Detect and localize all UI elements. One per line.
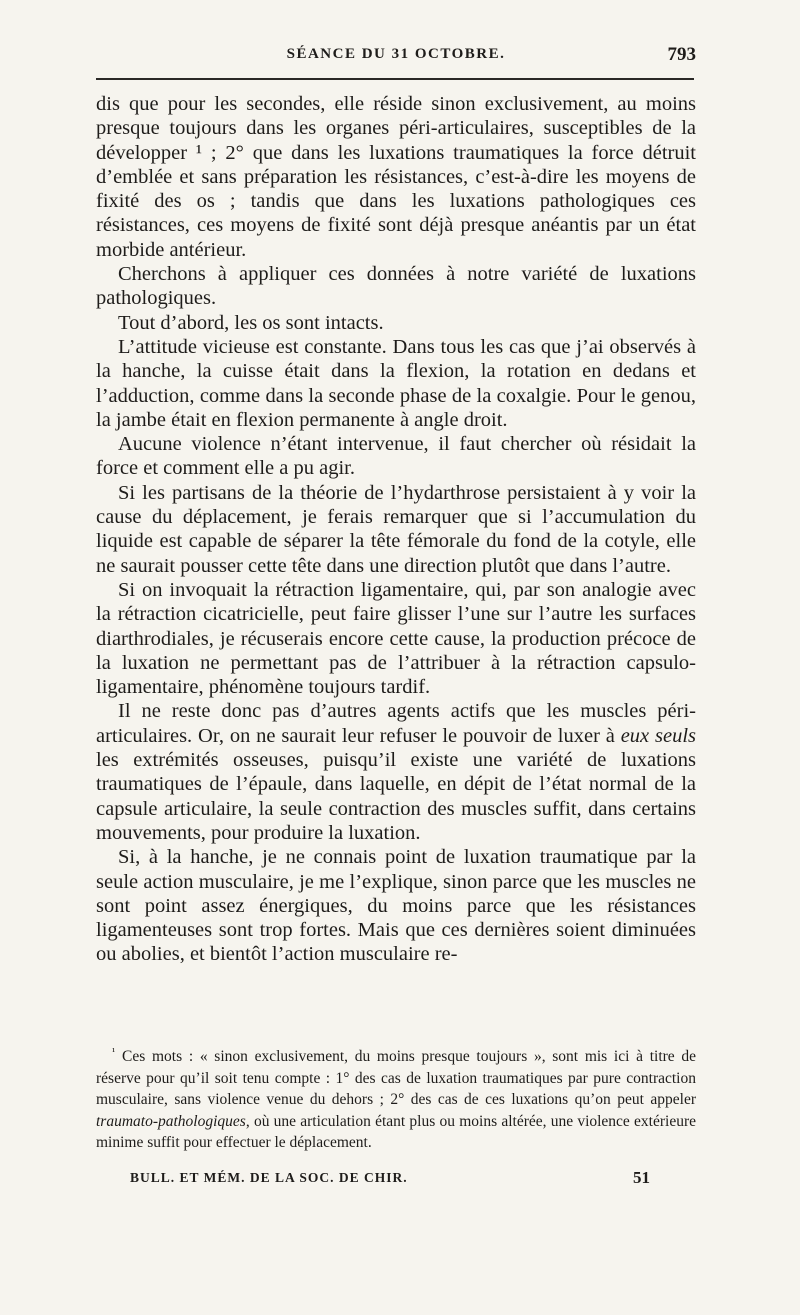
page-number: 793 bbox=[667, 44, 696, 65]
header-rule bbox=[96, 78, 694, 80]
footnote bbox=[96, 1046, 696, 1154]
paragraph-2: Cherchons à appliquer ces données à notre variété de luxations pathologiques. bbox=[96, 263, 696, 310]
signature-number: 51 bbox=[633, 1168, 650, 1187]
paragraph-9: Si, à la hanche, je ne connais point de luxation traumatique par la seule action musculaire, je me l’explique, sinon parce que les muscles ne sont point assez énergiques, du moins parce que les résistances ligamenteuses sont trop fortes. Mais que ces dernières soient diminuées ou abolies, et bientôt l’action musculaire re- bbox=[96, 846, 696, 966]
body-text bbox=[96, 92, 696, 967]
footnote-text: Ces mots : « sinon exclusivement, du moins presque toujours », sont mis ici à titre de réserve pour qu’il soit tenu compte : 1° des cas de luxation traumatiques par pure contraction musculaire, sans violence venue du dehors ; 2° des cas de ces luxations qu’on peut appeler traumato-pathologiques, où une articulation étant plus ou moins altérée, une violence extérieure minime suffit pour effectuer le déplacement. bbox=[96, 1048, 697, 1151]
paragraph-5: Aucune violence n’étant intervenue, il faut chercher où résidait la force et comment elle a pu agir. bbox=[96, 433, 696, 480]
signature-journal: BULL. ET MÉM. DE LA SOC. DE CHIR. bbox=[130, 1170, 408, 1185]
paragraph-7: Si on invoquait la rétraction ligamentaire, qui, par son analogie avec la rétraction cicatricielle, peut faire glisser l’une sur l’autre les surfaces diarthrodiales, je récuserais encore cette cause, la production précoce de la luxation ne permettant pas de l’attribuer à la rétraction capsulo-ligamentaire, phénomène toujours tardif. bbox=[96, 578, 696, 699]
signature-line bbox=[130, 1170, 650, 1192]
paragraph-1: dis que pour les secondes, elle réside sinon exclusivement, au moins presque toujours dans les organes péri-articulaires, susceptibles de la développer ¹ ; 2° que dans les luxations traumatiques la force détruit d’emblée et sans préparation les résistances, c’est-à-dire les moyens de fixité des os ; tandis que dans les luxations pathologiques ces résistances, ces moyens de fixité sont déjà presque anéantis par un état morbide antérieur. bbox=[96, 93, 696, 261]
paragraph-4: L’attitude vicieuse est constante. Dans tous les cas que j’ai observés à la hanche, la cuisse était dans la flexion, la rotation en dedans et l’adduction, comme dans la seconde phase de la coxalgie. Pour le genou, la jambe était en flexion permanente à angle droit. bbox=[96, 335, 696, 431]
running-head bbox=[96, 46, 696, 70]
running-title: SÉANCE DU 31 OCTOBRE. bbox=[286, 46, 506, 62]
paragraph-8: Il ne reste donc pas d’autres agents actifs que les muscles péri-articulaires. Or, on ne saurait leur refuser le pouvoir de luxer à eux seuls les extrémités osseuses, puisqu’il existe une variété de luxations traumatiques de l’épaule, dans laquelle, en dépit de l’état normal de la capsule articulaire, la seule contraction des muscles suffit, dans certains mouvements, pour produire la luxation. bbox=[96, 700, 696, 844]
paragraph-6: Si les partisans de la théorie de l’hydarthrose persistaient à y voir la cause du déplacement, je ferais remarquer que si l’accumulation du liquide est capable de séparer la tête fémorale du fond de la cotyle, elle ne saurait pousser cette tête dans une direction plutôt que dans l’autre. bbox=[96, 481, 696, 577]
paragraph-3: Tout d’abord, les os sont intacts. bbox=[118, 311, 384, 334]
footnote-paragraph bbox=[96, 1046, 696, 1154]
footnote-mark: ¹ bbox=[112, 1045, 116, 1058]
